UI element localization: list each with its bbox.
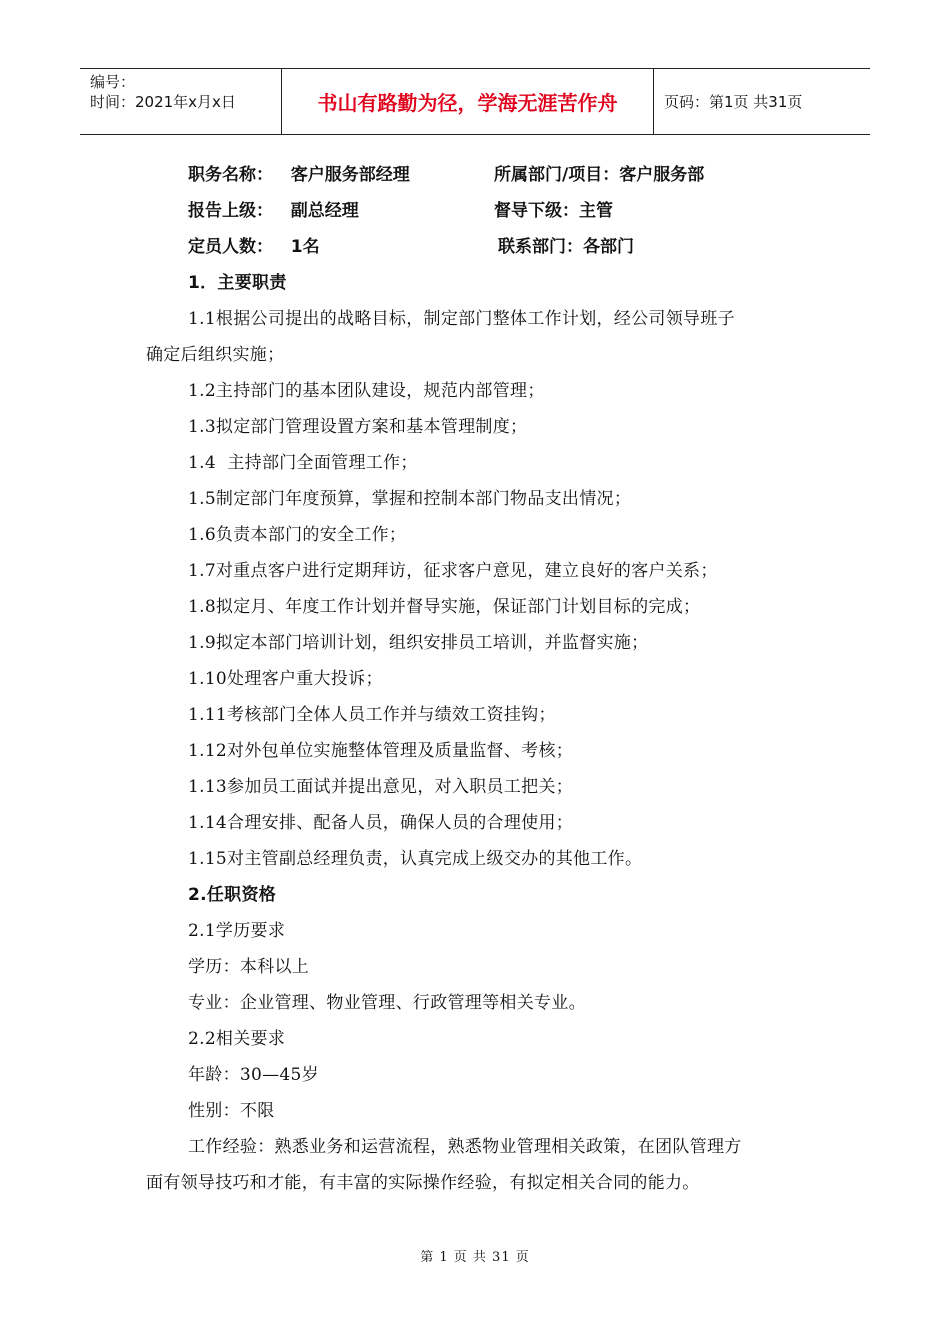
duty-1-4: 1.4 主持部门全面管理工作； — [188, 453, 418, 473]
duty-1-6: 1.6负责本部门的安全工作； — [188, 525, 407, 545]
page-header — [80, 68, 870, 135]
duty-1-7: 1.7对重点客户进行定期拜访，征求客户意见，建立良好的客户关系； — [188, 561, 718, 581]
section-1-title: 1．主要职责 — [188, 273, 287, 293]
requirement-gender: 性别：不限 — [188, 1101, 275, 1121]
education-degree: 学历：本科以上 — [188, 957, 310, 977]
duty-1-13: 1.13参加员工面试并提出意见，对入职员工把关； — [188, 777, 574, 797]
duty-1-11: 1.11考核部门全体人员工作并与绩效工资挂钩； — [188, 705, 556, 725]
duty-1-5: 1.5制定部门年度预算，掌握和控制本部门物品支出情况； — [188, 489, 632, 509]
header-page-info: 页码：第1页 共31页 — [664, 93, 803, 111]
supervises: 督导下级：主管 — [494, 201, 613, 221]
requirement-experience-cont: 面有领导技巧和才能，有丰富的实际操作经验，有拟定相关合同的能力。 — [146, 1173, 700, 1193]
duty-1-15: 1.15对主管副总经理负责，认真完成上级交办的其他工作。 — [188, 849, 643, 869]
page-footer: 第 1 页 共 31 页 — [420, 1250, 530, 1265]
header-meta — [80, 69, 282, 134]
header-motto: 书山有路勤为径，学海无涯苦作舟 — [282, 69, 654, 134]
requirements-heading: 2.2相关要求 — [188, 1029, 286, 1049]
education-heading: 2.1学历要求 — [188, 921, 286, 941]
document-number-label: 编号： — [90, 73, 136, 91]
info-row-report — [188, 196, 613, 221]
duty-1-12: 1.12对外包单位实施整体管理及质量监督、考核； — [188, 741, 574, 761]
duty-1-2: 1.2主持部门的基本团队建设，规范内部管理； — [188, 381, 545, 401]
job-title: 职务名称： 客户服务部经理 — [188, 165, 410, 185]
duty-1-1-cont: 确定后组织实施； — [146, 345, 285, 365]
duty-1-8: 1.8拟定月、年度工作计划并督导实施，保证部门计划目标的完成； — [188, 597, 701, 617]
section-2-title: 2.任职资格 — [188, 885, 277, 905]
education-major: 专业：企业管理、物业管理、行政管理等相关专业。 — [188, 993, 586, 1013]
duty-1-10: 1.10处理客户重大投诉； — [188, 669, 383, 689]
duty-1-14: 1.14合理安排、配备人员，确保人员的合理使用； — [188, 813, 574, 833]
report-to: 报告上级： 副总经理 — [188, 201, 359, 221]
duty-1-1: 1.1根据公司提出的战略目标，制定部门整体工作计划，经公司领导班子 — [188, 309, 735, 329]
requirement-age: 年龄：30—45岁 — [188, 1065, 319, 1085]
duty-1-9: 1.9拟定本部门培训计划，组织安排员工培训，并监督实施； — [188, 633, 649, 653]
contact-departments: 联系部门：各部门 — [498, 237, 634, 257]
department: 所属部门/项目：客户服务部 — [494, 165, 705, 185]
info-row-headcount — [188, 232, 634, 257]
requirement-experience: 工作经验：熟悉业务和运营流程，熟悉物业管理相关政策，在团队管理方 — [188, 1137, 742, 1157]
headcount: 定员人数： 1名 — [188, 237, 320, 257]
duty-1-3: 1.3拟定部门管理设置方案和基本管理制度； — [188, 417, 528, 437]
document-time-label: 时间：2021年x月x日 — [90, 93, 236, 111]
info-row-job-title — [188, 160, 705, 185]
